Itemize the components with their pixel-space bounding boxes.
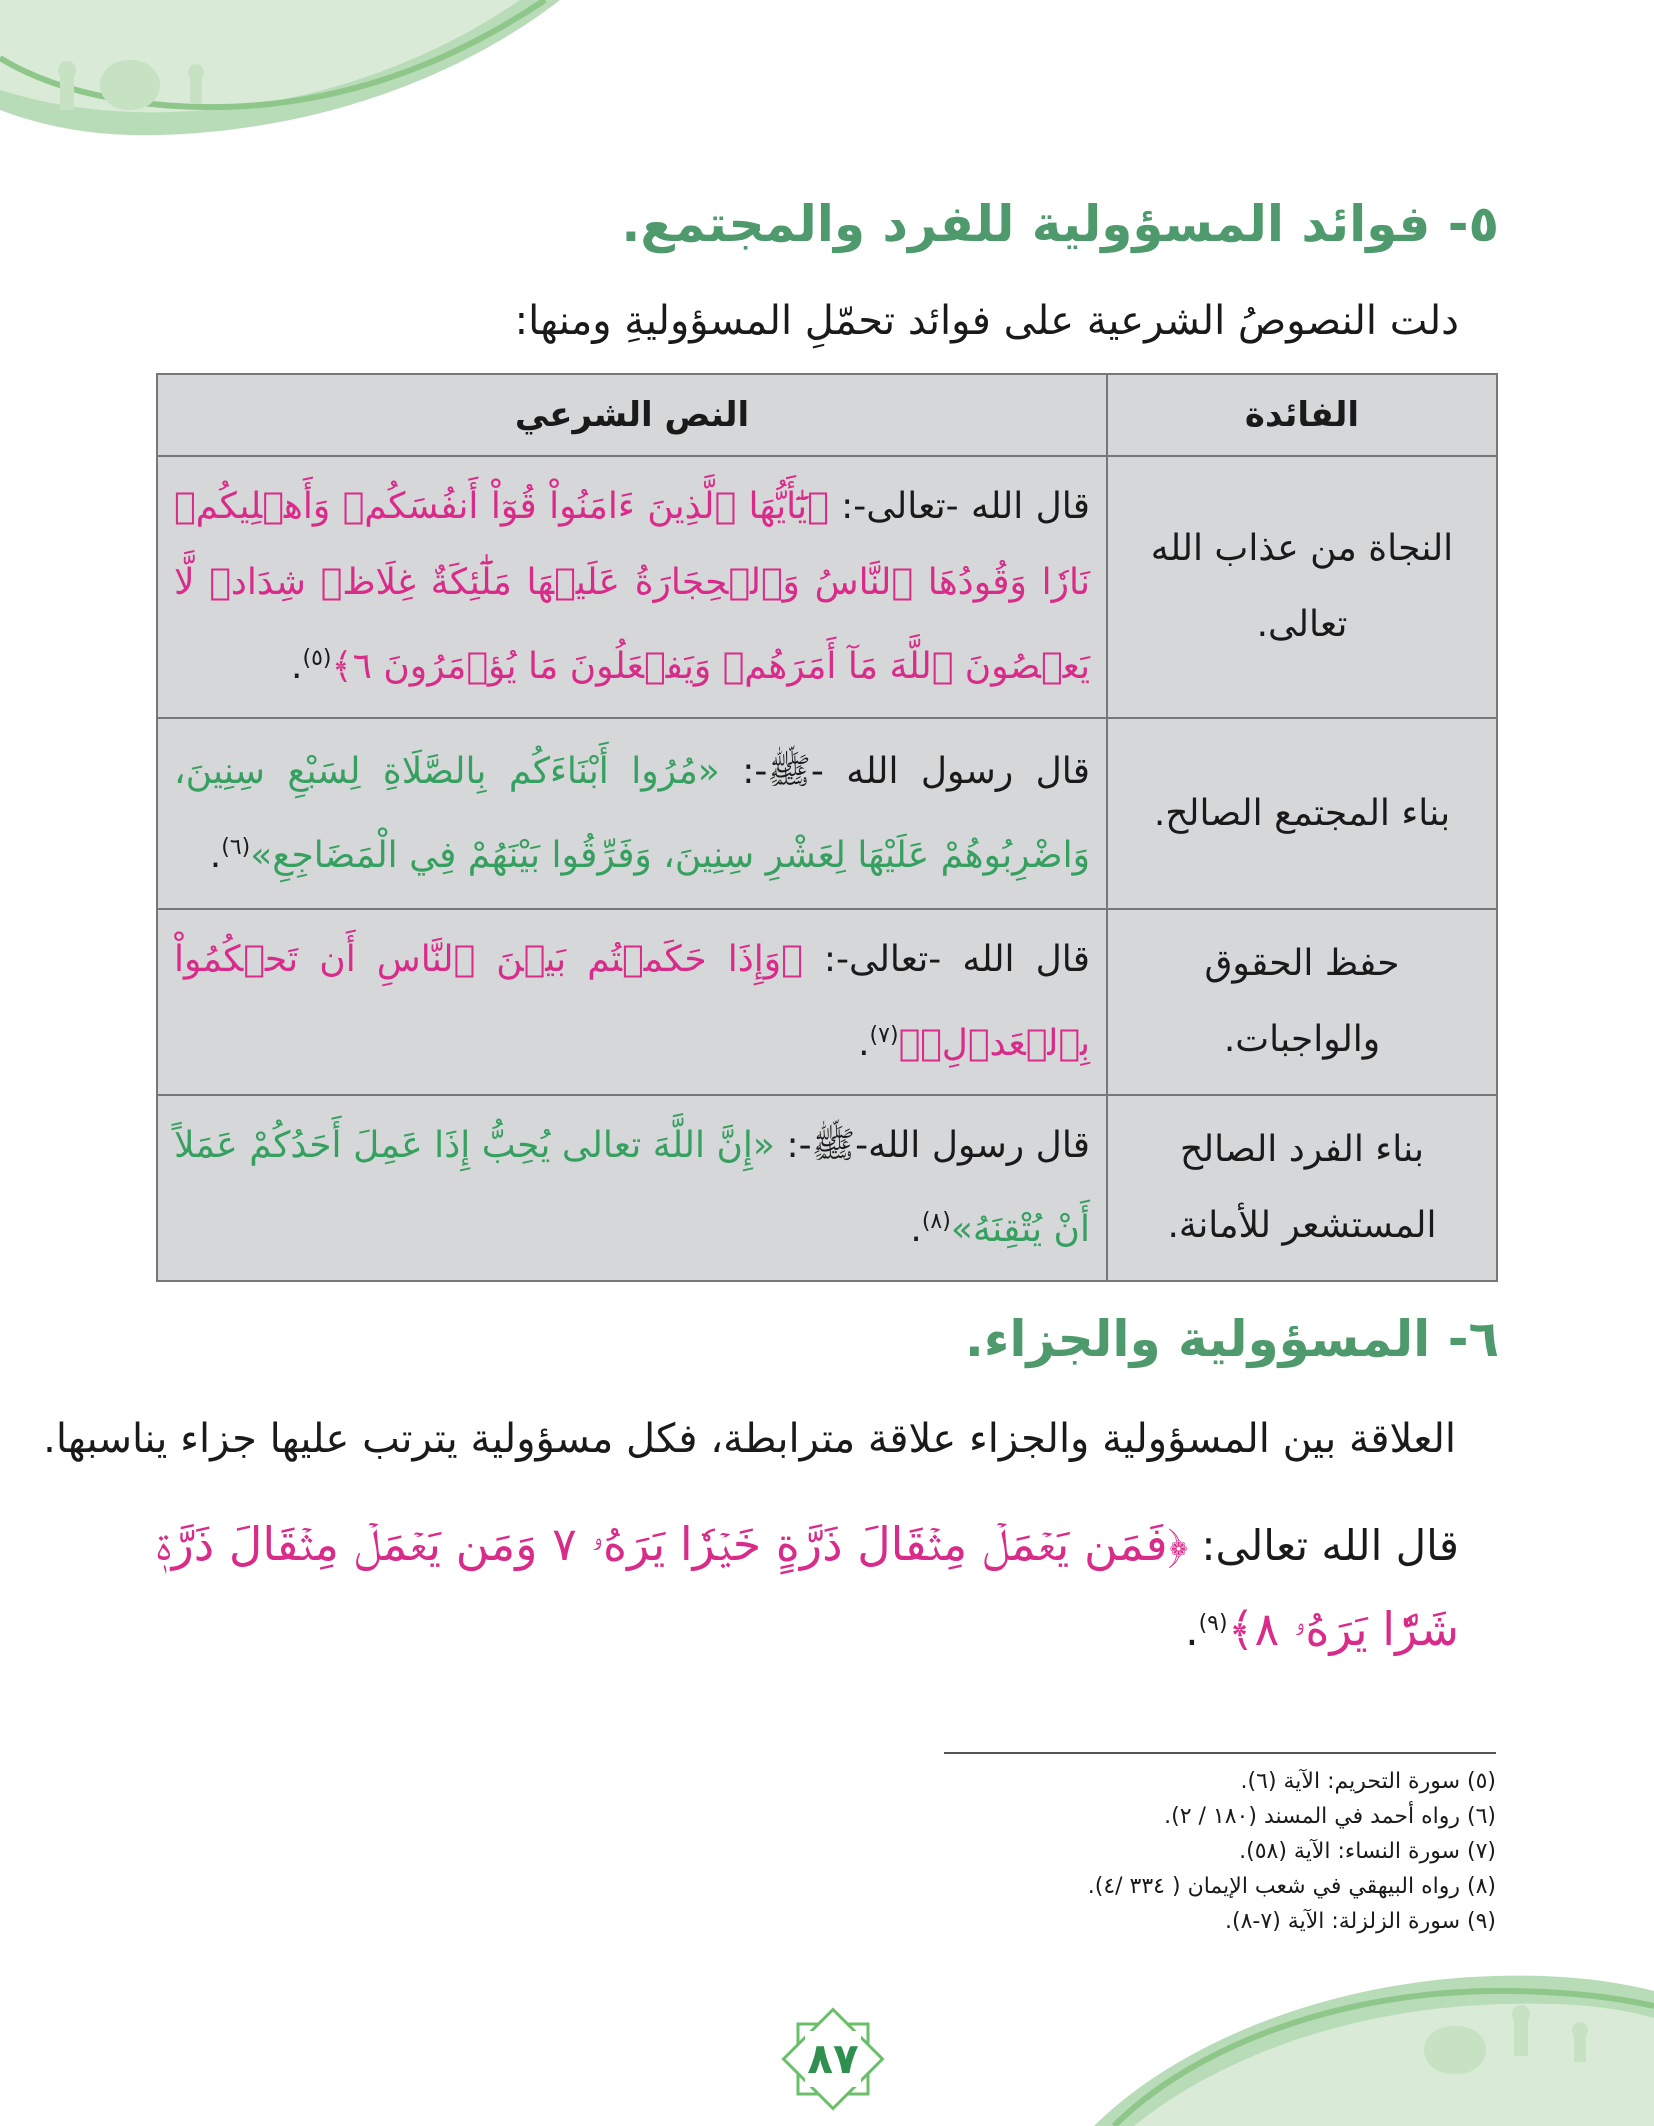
benefit-cell: حفظ الحقوق والواجبات.: [1107, 909, 1497, 1095]
section-6-text: العلاقة بين المسؤولية والجزاء علاقة مترابطة، فكل مسؤولية يترتب عليها جزاء يناسبها.: [43, 1416, 1456, 1462]
hadith-quote: «إِنَّ اللَّهَ تعالى يُحِبُّ إِذَا عَمِلَ أَحَدُكُمْ عَمَلاً أَنْ يُتْقِنَهُ»: [174, 1125, 1090, 1250]
benefits-table: [156, 373, 1498, 1282]
table-row: [157, 1095, 1497, 1281]
page-number-badge: [778, 2004, 888, 2114]
footnote-ref: (٧): [869, 1023, 899, 1048]
section-6-heading: ٦- المسؤولية والجزاء.: [964, 1310, 1499, 1368]
quran-quote: ﴿يَٰٓأَيُّهَا ٱلَّذِينَ ءَامَنُواْ قُوٓاْ أَنفُسَكُمۡ وَأَهۡلِيكُمۡ نَارٗا وَقُودُهَا ٱلنَّاسُ وَٱلۡحِجَارَةُ عَلَيۡهَا مَلَٰٓئِكَةٌ غِلَاظٞ شِدَادٞ لَّا يَعۡصُونَ ٱللَّهَ مَآ أَمَرَهُمۡ وَيَفۡعَلُونَ مَا يُؤۡمَرُونَ ٦﴾: [174, 486, 1090, 687]
quote-intro: قال الله -تعالى-:: [823, 939, 1090, 980]
quote-intro: قال رسول الله -ﷺ-:: [742, 750, 1090, 792]
footnote: (٦) رواه أحمد في المسند (١٨٠ / ٢).: [1164, 1804, 1496, 1829]
header-benefit: الفائدة: [1107, 374, 1497, 456]
quran-quote: ﴿وَإِذَا حَكَمۡتُم بَيۡنَ ٱلنَّاسِ أَن تَحۡكُمُواْ بِٱلۡعَدۡلِۚ﴾: [174, 939, 1090, 1064]
text-cell: قال الله -تعالى-: ﴿يَٰٓأَيُّهَا ٱلَّذِينَ ءَامَنُواْ قُوٓاْ أَنفُسَكُمۡ وَأَهۡلِيكُمۡ نَارٗا وَقُودُهَا ٱلنَّاسُ وَٱلۡحِجَارَةُ عَلَيۡهَا مَلَٰٓئِكَةٌ غِلَاظٞ شِدَادٞ لَّا يَعۡصُونَ ٱللَّهَ مَآ أَمَرَهُمۡ وَيَفۡعَلُونَ مَا يُؤۡمَرُونَ ٦﴾$^{(٥)}$.: [157, 456, 1107, 718]
benefit-cell: بناء المجتمع الصالح.: [1107, 718, 1497, 909]
text-cell: قال رسول الله-ﷺ-: «إِنَّ اللَّهَ تعالى يُحِبُّ إِذَا عَمِلَ أَحَدُكُمْ عَمَلاً أَنْ يُتْقِنَهُ»$^{(٨)}$.: [157, 1095, 1107, 1281]
benefit-cell: بناء الفرد الصالح المستشعر للأمانة.: [1107, 1095, 1497, 1281]
verse-intro: قال الله تعالى:: [1201, 1521, 1459, 1570]
section-5-heading: ٥- فوائد المسؤولية للفرد والمجتمع.: [621, 195, 1499, 253]
footnotes: [936, 1764, 1496, 1939]
section-5-intro: دلت النصوصُ الشرعية على فوائد تحمّلِ المسؤوليةِ ومنها:: [514, 298, 1459, 344]
footnote: (٨) رواه البيهقي في شعب الإيمان ( ٣٣٤ /٤).: [1087, 1874, 1496, 1899]
footnote: (٥) سورة التحريم: الآية (٦).: [1240, 1769, 1496, 1794]
footnote-ref: (٥): [302, 646, 332, 671]
table-row: [157, 718, 1497, 909]
footnote-ref: (٦): [221, 834, 251, 860]
section-6-verse: قال الله تعالى: ﴿فَمَن يَعۡمَلۡ مِثۡقَالَ ذَرَّةٍ خَيۡرٗا يَرَهُۥ ٧ وَمَن يَعۡمَلۡ مِثۡقَالَ ذَرَّةٖ شَرّٗا يَرَهُۥ ٨﴾$^{(٩)}$.: [156, 1517, 1459, 1656]
footnote: (٧) سورة النساء: الآية (٥٨).: [1239, 1839, 1496, 1864]
quran-quote: ﴿فَمَن يَعۡمَلۡ مِثۡقَالَ ذَرَّةٍ خَيۡرٗا يَرَهُۥ ٧ وَمَن يَعۡمَلۡ مِثۡقَالَ ذَرَّةٖ شَرّٗا يَرَهُۥ ٨﴾: [156, 1517, 1459, 1656]
header-text: النص الشرعي: [157, 374, 1107, 456]
quote-intro: قال الله -تعالى-:: [841, 486, 1090, 527]
hadith-quote: «مُرُوا أَبْنَاءَكُم بِالصَّلَاةِ لِسَبْعِ سِنِينَ، وَاضْرِبُوهُمْ عَلَيْهَا لِعَشْرِ سِنِينَ، وَفَرِّقُوا بَيْنَهُمْ فِي الْمَضَاجِعِ»: [174, 750, 1090, 876]
text-cell: قال الله -تعالى-: ﴿وَإِذَا حَكَمۡتُم بَيۡنَ ٱلنَّاسِ أَن تَحۡكُمُواْ بِٱلۡعَدۡلِۚ﴾$^{(٧)}$.: [157, 909, 1107, 1095]
footnote-divider: [944, 1752, 1496, 1754]
table-row: [157, 456, 1497, 718]
footnote: (٩) سورة الزلزلة: الآية (٧-٨).: [1225, 1909, 1496, 1934]
table-header-row: [157, 374, 1497, 456]
page-number: ٨٧: [807, 2034, 859, 2083]
table-row: [157, 909, 1497, 1095]
quote-intro: قال رسول الله-ﷺ-:: [786, 1125, 1091, 1166]
footnote-ref: (٩): [1198, 1611, 1228, 1636]
benefit-cell: النجاة من عذاب الله تعالى.: [1107, 456, 1497, 718]
footnote-ref: (٨): [921, 1209, 951, 1234]
text-cell: قال رسول الله -ﷺ-: «مُرُوا أَبْنَاءَكُم بِالصَّلَاةِ لِسَبْعِ سِنِينَ، وَاضْرِبُوهُمْ عَلَيْهَا لِعَشْرِ سِنِينَ، وَفَرِّقُوا بَيْنَهُمْ فِي الْمَضَاجِعِ»$^{(٦)}$.: [157, 718, 1107, 909]
